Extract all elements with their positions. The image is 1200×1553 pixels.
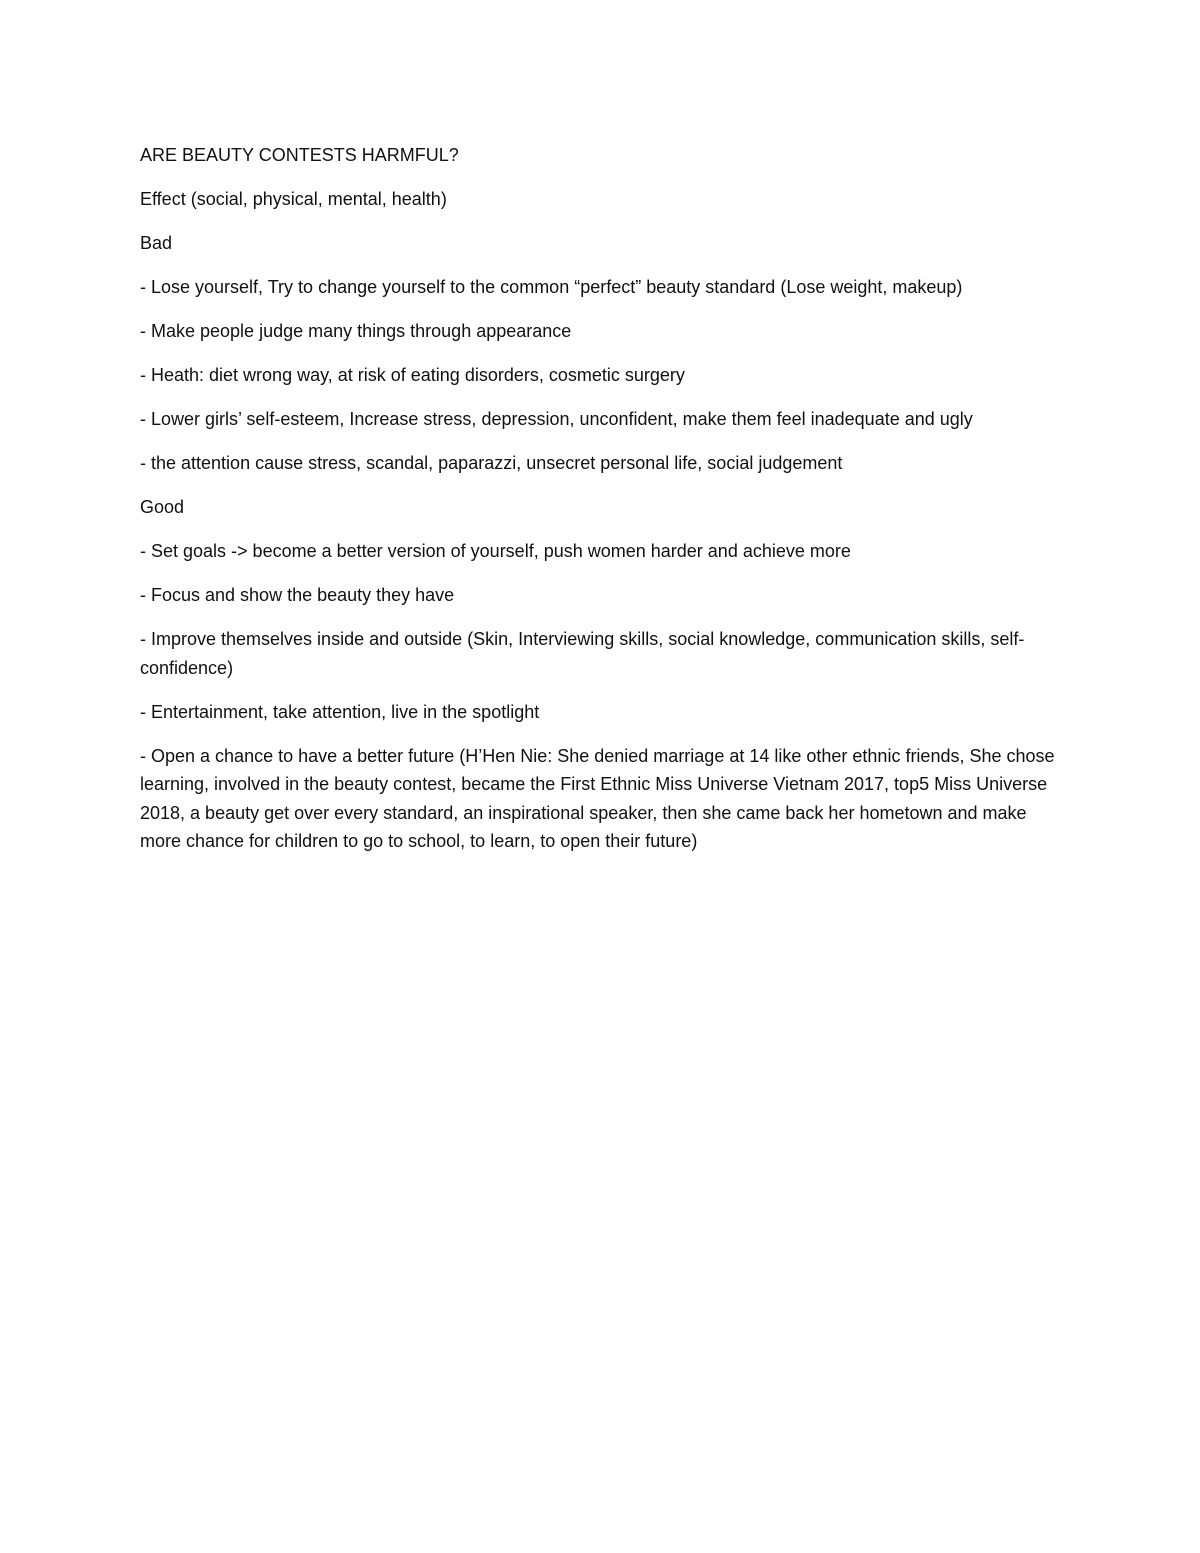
- good-item: - Set goals -> become a better version of yourself, push women harder and achieve more: [140, 541, 851, 561]
- good-item: - Improve themselves inside and outside (Skin, Interviewing skills, social knowledge, communication skills, self-confidence): [140, 629, 1025, 678]
- section-heading-good: Good: [140, 497, 185, 517]
- bad-item: - Heath: diet wrong way, at risk of eating disorders, cosmetic surgery: [140, 365, 685, 385]
- bad-item: - Lose yourself, Try to change yourself to the common “perfect” beauty standard (Lose weight, makeup): [140, 277, 963, 297]
- section-heading-bad: Bad: [140, 233, 173, 253]
- bad-item: - Make people judge many things through appearance: [140, 321, 572, 341]
- document-body: [140, 141, 1070, 871]
- document-title: ARE BEAUTY CONTESTS HARMFUL?: [140, 145, 459, 165]
- bad-item: - the attention cause stress, scandal, paparazzi, unsecret personal life, social judgement: [140, 453, 843, 473]
- document-subtitle: Effect (social, physical, mental, health): [140, 189, 447, 209]
- good-item: - Focus and show the beauty they have: [140, 585, 455, 605]
- good-item: - Entertainment, take attention, live in the spotlight: [140, 701, 540, 722]
- bad-item: - Lower girls’ self-esteem, Increase stress, depression, unconfident, make them feel inadequate and ugly: [140, 409, 973, 429]
- good-item: - Open a chance to have a better future (H’Hen Nie: She denied marriage at 14 like other ethnic friends, She chose learning, involved in the beauty contest, became the First Ethnic Miss Universe Vietnam 2017, top5 Miss Universe 2018, a beauty get over every standard, an inspirational speaker, then she came back her hometown and make more chance for children to go to school, to learn, to open their future): [140, 745, 1055, 851]
